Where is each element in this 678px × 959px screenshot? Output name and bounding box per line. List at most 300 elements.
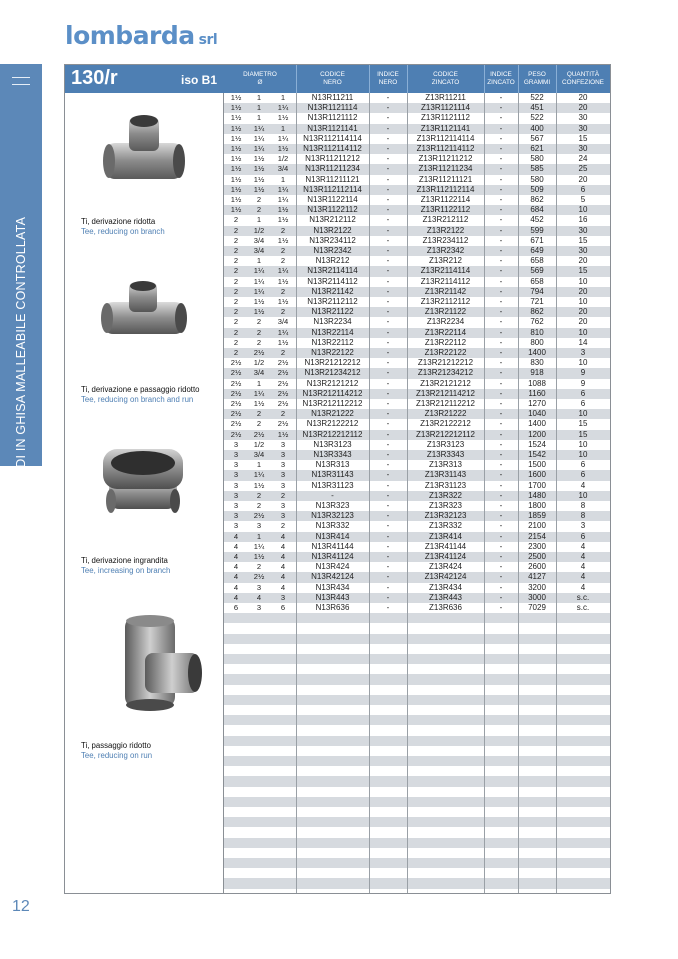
catalog-standard: iso B1: [181, 73, 218, 87]
indice-zincato-cell: -: [499, 174, 503, 184]
quantita-cell: 4: [580, 572, 586, 582]
indice-zincato-cell: -: [499, 552, 503, 561]
indice-zincato-cell: -: [499, 368, 503, 378]
table-row: [224, 185, 610, 195]
codice-zincato-cell: Z13R2114112: [420, 276, 471, 286]
peso-cell: 794: [530, 286, 544, 296]
codice-nero-cell: N13R212114212: [302, 388, 363, 398]
diameter-1: 1½: [230, 144, 242, 153]
codice-nero-cell: N13R1121112: [307, 113, 358, 123]
codice-zincato-cell: Z13R1121114: [421, 103, 470, 113]
diameter-3: 2½: [277, 399, 289, 408]
peso-cell: 1600: [528, 470, 546, 480]
table-row: [224, 603, 610, 613]
codice-zincato-cell: Z13R21122: [424, 307, 467, 317]
codice-zincato-cell: Z13R2112112: [420, 297, 471, 306]
indice-zincato-cell: -: [499, 307, 503, 317]
diameter-2: 3/4: [253, 246, 265, 255]
table-row: [224, 379, 610, 389]
diameter-3: 1¼: [277, 103, 289, 113]
indice-nero-cell: -: [386, 409, 390, 419]
table-row: [224, 450, 610, 460]
column-divider: [296, 93, 297, 893]
diameter-3: 2: [280, 225, 286, 235]
diameter-3: 2½: [277, 378, 289, 388]
diameter-3: 3: [280, 450, 286, 459]
indice-nero-cell: -: [386, 246, 390, 255]
diameter-1: 2: [233, 337, 239, 347]
codice-nero-cell: N13R212112212: [302, 399, 363, 408]
codice-nero-cell: N13R424: [315, 562, 350, 572]
diameter-3: 4: [280, 572, 286, 582]
codice-zincato-cell: Z13R2234: [426, 317, 465, 327]
peso-cell: 580: [530, 154, 544, 164]
codice-nero-cell: N13R41124: [311, 552, 354, 561]
codice-zincato-cell: Z13R21142: [424, 286, 467, 296]
diameter-3: 1½: [277, 235, 289, 245]
table-row: [224, 256, 610, 266]
codice-zincato-cell: Z13R212212112: [415, 429, 475, 439]
codice-zincato-cell: Z13R31123: [424, 480, 467, 490]
peso-cell: 585: [530, 164, 544, 174]
column-divider: [518, 93, 519, 893]
codice-nero-cell: N13R1122112: [307, 205, 358, 215]
peso-cell: 1542: [528, 450, 546, 459]
peso-cell: 451: [530, 103, 544, 113]
peso-cell: 800: [530, 337, 544, 347]
indice-nero-cell: -: [386, 235, 390, 245]
table-row: [224, 542, 610, 552]
diameter-2: 1/2: [253, 358, 265, 368]
diameter-3: 1½: [277, 215, 289, 225]
diameter-1: 2: [233, 317, 239, 327]
peso-cell: 1160: [528, 388, 546, 398]
peso-cell: 522: [530, 113, 544, 123]
indice-zincato-cell: -: [499, 225, 503, 235]
product-table-frame: [64, 64, 611, 894]
codice-nero-cell: N13R21122: [311, 307, 354, 317]
peso-cell: 762: [530, 317, 544, 327]
indice-nero-cell: -: [386, 317, 390, 327]
codice-nero-cell: N13R11211: [311, 93, 354, 102]
peso-cell: 671: [530, 235, 544, 245]
header-indice-nero: INDICE NERO: [377, 71, 399, 86]
indice-nero-cell: -: [386, 470, 390, 480]
quantita-cell: 20: [578, 256, 588, 266]
column-divider: [484, 93, 485, 893]
indice-nero-cell: -: [386, 195, 390, 204]
table-row: [224, 644, 610, 654]
diameter-1: 4: [233, 562, 239, 572]
table-row: [224, 593, 610, 603]
table-row: [224, 144, 610, 154]
peso-cell: 810: [530, 327, 544, 337]
table-row: [224, 175, 610, 185]
codice-nero-cell: N13R2112112: [307, 297, 358, 306]
codice-zincato-cell: Z13R11211121: [418, 174, 473, 184]
codice-zincato-cell: Z13R112114114: [416, 133, 475, 143]
diameter-2: 2½: [253, 429, 265, 439]
diameter-1: 3: [233, 511, 239, 521]
diameter-1: 3: [233, 470, 239, 480]
table-row: [224, 827, 610, 837]
diameter-2: 1½: [253, 174, 265, 184]
indice-zincato-cell: -: [499, 378, 503, 388]
product-image-column: [65, 93, 224, 893]
codice-nero-cell: N13R443: [315, 592, 350, 602]
table-row: [224, 266, 610, 276]
quantita-cell: 30: [578, 246, 588, 255]
codice-zincato-cell: Z13R2122: [426, 225, 465, 235]
diameter-3: 2½: [277, 368, 289, 378]
table-row: [224, 215, 610, 225]
quantita-cell: 24: [578, 154, 588, 164]
peso-cell: 862: [530, 307, 544, 317]
indice-nero-cell: -: [386, 511, 390, 521]
diameter-1: 1½: [230, 103, 242, 113]
codice-zincato-cell: Z13R212114212: [415, 388, 475, 398]
diameter-1: 2½: [230, 378, 242, 388]
indice-nero-cell: -: [386, 276, 390, 286]
table-row: [224, 430, 610, 440]
codice-zincato-cell: Z13R414: [429, 531, 462, 541]
peso-cell: 2100: [528, 521, 546, 531]
diameter-1: 2: [233, 215, 239, 225]
column-divider: [556, 93, 557, 893]
diameter-3: 2: [280, 490, 286, 500]
codice-nero-cell: N13R212: [315, 256, 350, 266]
codice-nero-cell: N13R31143: [311, 470, 354, 480]
header-indice-zincato: INDICE ZINCATO: [487, 71, 515, 86]
diameter-1: 2½: [230, 429, 242, 439]
peso-cell: 1040: [528, 409, 546, 419]
quantita-cell: 6: [580, 399, 586, 408]
indice-nero-cell: -: [386, 103, 390, 113]
quantita-cell: 10: [578, 439, 588, 449]
peso-cell: 658: [530, 256, 544, 266]
codice-zincato-cell: Z13R1122112: [420, 205, 471, 215]
diameter-1: 2: [233, 327, 239, 337]
brand-logo: [65, 22, 217, 54]
diameter-2: 1½: [253, 307, 265, 317]
quantita-cell: 10: [578, 490, 588, 500]
quantita-cell: 6: [580, 470, 586, 480]
diameter-2: 2: [256, 327, 262, 337]
codice-zincato-cell: Z13R21222: [424, 409, 467, 419]
diameter-2: 1¼: [253, 266, 265, 276]
diameter-2: 1½: [253, 297, 265, 306]
diameter-3: 1½: [277, 429, 289, 439]
quantita-cell: 6: [580, 184, 586, 194]
diameter-1: 2½: [230, 388, 242, 398]
table-row: [224, 348, 610, 358]
table-row: [224, 113, 610, 123]
indice-nero-cell: -: [386, 378, 390, 388]
diameter-1: 4: [233, 531, 239, 541]
codice-zincato-cell: Z13R3343: [426, 450, 465, 459]
indice-zincato-cell: -: [499, 297, 503, 306]
indice-zincato-cell: -: [499, 409, 503, 419]
indice-zincato-cell: -: [499, 439, 503, 449]
diameter-2: 1: [256, 215, 262, 225]
quantita-cell: 10: [578, 327, 588, 337]
diameter-2: 1½: [253, 399, 265, 408]
quantita-cell: 10: [578, 358, 588, 368]
peso-cell: 649: [530, 246, 544, 255]
indice-nero-cell: -: [386, 154, 390, 164]
codice-zincato-cell: Z13R424: [429, 562, 462, 572]
peso-cell: 452: [530, 215, 544, 225]
indice-nero-cell: -: [386, 93, 390, 102]
table-row: [224, 134, 610, 144]
codice-zincato-cell: Z13R234112: [422, 235, 469, 245]
diameter-3: 2: [280, 521, 286, 531]
quantita-cell: 14: [578, 337, 588, 347]
indice-nero-cell: -: [386, 399, 390, 408]
diameter-2: 1: [256, 378, 262, 388]
codice-zincato-cell: Z13R2122212: [420, 419, 471, 429]
diameter-3: 2: [280, 348, 286, 357]
diameter-1: 2: [233, 246, 239, 255]
product-table: [224, 93, 610, 893]
menu-lines-icon: [12, 77, 30, 85]
caption-3: Ti, derivazione ingrandita Tee, increasing on branch: [81, 556, 171, 575]
diameter-3: 3: [280, 511, 286, 521]
indice-nero-cell: -: [386, 562, 390, 572]
codice-nero-cell: N13R11211234: [305, 164, 360, 174]
codice-nero-cell: N13R2234: [313, 317, 352, 327]
table-row: [224, 695, 610, 705]
table-row: [224, 766, 610, 776]
table-row: [224, 705, 610, 715]
quantita-cell: 4: [580, 582, 586, 592]
indice-nero-cell: -: [386, 348, 390, 357]
codice-zincato-cell: Z13R22122: [424, 348, 467, 357]
diameter-1: 2: [233, 225, 239, 235]
diameter-2: 2: [256, 501, 262, 510]
diameter-1: 2½: [230, 399, 242, 408]
codice-nero-cell: N13R112114114: [303, 133, 362, 143]
indice-nero-cell: -: [386, 419, 390, 429]
indice-zincato-cell: -: [499, 399, 503, 408]
quantita-cell: 9: [580, 368, 586, 378]
codice-zincato-cell: Z13R2121212: [420, 378, 471, 388]
codice-nero-cell: N13R21222: [311, 409, 354, 419]
indice-zincato-cell: -: [499, 246, 503, 255]
table-row: [224, 368, 610, 378]
peso-cell: 2154: [528, 531, 546, 541]
indice-zincato-cell: -: [499, 235, 503, 245]
indice-nero-cell: -: [386, 501, 390, 510]
diameter-1: 2: [233, 297, 239, 306]
indice-nero-cell: -: [386, 552, 390, 561]
table-row: [224, 664, 610, 674]
codice-zincato-cell: Z13R636: [429, 603, 462, 612]
table-row: [224, 419, 610, 429]
diameter-1: 4: [233, 572, 239, 582]
diameter-3: 4: [280, 582, 286, 592]
diameter-3: 1½: [277, 113, 289, 123]
diameter-2: 1: [256, 103, 262, 113]
indice-nero-cell: -: [386, 603, 390, 612]
diameter-1: 1½: [230, 123, 242, 133]
indice-nero-cell: -: [386, 123, 390, 133]
codice-zincato-cell: Z13R41144: [424, 541, 467, 551]
indice-zincato-cell: -: [499, 429, 503, 439]
indice-zincato-cell: -: [499, 562, 503, 572]
codice-zincato-cell: Z13R1122114: [420, 195, 471, 204]
codice-nero-cell: N13R1121141: [307, 123, 358, 133]
codice-zincato-cell: Z13R42124: [424, 572, 467, 582]
tee-reducing-branch-run-photo: [99, 276, 189, 346]
indice-zincato-cell: -: [499, 113, 503, 123]
indice-zincato-cell: -: [499, 93, 503, 102]
diameter-3: 1¼: [277, 327, 289, 337]
codice-nero-cell: N13R212112: [309, 215, 356, 225]
peso-cell: 400: [530, 123, 544, 133]
diameter-3: 3: [280, 592, 286, 602]
diameter-2: 1¼: [253, 541, 265, 551]
diameter-3: 3: [280, 439, 286, 449]
peso-cell: 3000: [528, 592, 546, 602]
diameter-3: 1½: [277, 276, 289, 286]
indice-nero-cell: -: [386, 174, 390, 184]
table-row: [224, 674, 610, 684]
indice-zincato-cell: -: [499, 164, 503, 174]
quantita-cell: 4: [580, 541, 586, 551]
table-row: [224, 460, 610, 470]
codice-zincato-cell: Z13R212112212: [415, 399, 475, 408]
table-row: [224, 481, 610, 491]
codice-zincato-cell: Z13R2114114: [420, 266, 471, 276]
diameter-2: 2½: [253, 572, 265, 582]
peso-cell: 569: [530, 266, 544, 276]
codice-zincato-cell: Z13R32123: [424, 511, 467, 521]
diameter-2: 1¼: [253, 276, 265, 286]
peso-cell: 721: [530, 297, 544, 306]
table-row: [224, 725, 610, 735]
codice-nero-cell: N13R313: [315, 460, 350, 470]
category-sidebar: [0, 64, 42, 524]
codice-zincato-cell: Z13R443: [429, 592, 462, 602]
quantita-cell: 30: [578, 113, 588, 123]
codice-nero-cell: N13R332: [315, 521, 350, 531]
table-row: [224, 736, 610, 746]
quantita-cell: 4: [580, 552, 586, 561]
quantita-cell: 15: [578, 266, 588, 276]
indice-nero-cell: -: [386, 225, 390, 235]
diameter-2: 3/4: [253, 450, 265, 459]
header-codice-zincato: CODICE ZINCATO: [431, 71, 460, 86]
diameter-3: 2½: [277, 358, 289, 368]
diameter-3: 1½: [277, 205, 289, 215]
table-row: [224, 409, 610, 419]
indice-nero-cell: -: [386, 541, 390, 551]
indice-zincato-cell: -: [499, 184, 503, 194]
diameter-3: 4: [280, 541, 286, 551]
peso-cell: 1524: [528, 439, 546, 449]
diameter-3: 2: [280, 409, 286, 419]
diameter-1: 3: [233, 439, 239, 449]
diameter-1: 4: [233, 582, 239, 592]
diameter-2: 3: [256, 521, 262, 531]
indice-zincato-cell: -: [499, 582, 503, 592]
indice-zincato-cell: -: [499, 205, 503, 215]
indice-nero-cell: -: [386, 368, 390, 378]
table-row: [224, 297, 610, 307]
diameter-1: 6: [233, 603, 239, 612]
diameter-2: 2: [256, 490, 262, 500]
indice-nero-cell: -: [386, 297, 390, 306]
table-row: [224, 236, 610, 246]
header-peso: PESO GRAMMI: [523, 71, 551, 86]
caption-2: Ti, derivazione e passaggio ridotto Tee, reducing on branch and run: [81, 385, 200, 404]
codice-nero-cell: N13R2122212: [306, 419, 359, 429]
codice-nero-cell: N13R2114114: [307, 266, 358, 276]
indice-zincato-cell: -: [499, 419, 503, 429]
indice-zincato-cell: -: [499, 541, 503, 551]
diameter-2: 3/4: [253, 368, 265, 378]
diameter-3: 2½: [277, 388, 289, 398]
indice-nero-cell: -: [386, 286, 390, 296]
peso-cell: 1480: [528, 490, 546, 500]
diameter-3: 3/4: [277, 317, 289, 327]
codice-zincato-cell: Z13R313: [429, 460, 462, 470]
diameter-2: 4: [256, 592, 262, 602]
codice-nero-cell: N13R323: [315, 501, 350, 510]
diameter-3: 3: [280, 470, 286, 480]
peso-cell: 862: [530, 195, 544, 204]
indice-zincato-cell: -: [499, 327, 503, 337]
table-row: [224, 103, 610, 113]
table-row: [224, 868, 610, 878]
diameter-3: 1¼: [277, 266, 289, 276]
diameter-1: 2½: [230, 419, 242, 429]
quantita-cell: 6: [580, 531, 586, 541]
tee-increasing-branch-photo: [93, 445, 193, 531]
diameter-2: 2: [256, 409, 262, 419]
indice-zincato-cell: -: [499, 470, 503, 480]
diameter-2: 2: [256, 337, 262, 347]
diameter-1: 4: [233, 541, 239, 551]
indice-nero-cell: -: [386, 582, 390, 592]
codice-nero-cell: N13R2114112: [307, 276, 358, 286]
indice-zincato-cell: -: [499, 286, 503, 296]
diameter-2: 3: [256, 603, 262, 612]
diameter-2: 2: [256, 317, 262, 327]
indice-nero-cell: -: [386, 307, 390, 317]
table-row: [224, 532, 610, 542]
table-row: [224, 838, 610, 848]
table-row: [224, 776, 610, 786]
quantita-cell: 15: [578, 419, 588, 429]
codice-zincato-cell: Z13R1121112: [421, 113, 470, 123]
peso-cell: 1400: [528, 419, 546, 429]
diameter-3: 1/2: [277, 154, 289, 164]
codice-zincato-cell: Z13R21212212: [417, 358, 474, 368]
table-row: [224, 552, 610, 562]
peso-cell: 599: [530, 225, 544, 235]
indice-zincato-cell: -: [499, 521, 503, 531]
indice-zincato-cell: -: [499, 144, 503, 153]
table-row: [224, 562, 610, 572]
indice-nero-cell: -: [386, 133, 390, 143]
quantita-cell: 3: [580, 521, 586, 531]
codice-zincato-cell: Z13R2342: [426, 246, 465, 255]
indice-nero-cell: -: [386, 480, 390, 490]
peso-cell: 4127: [528, 572, 546, 582]
quantita-cell: 30: [578, 225, 588, 235]
